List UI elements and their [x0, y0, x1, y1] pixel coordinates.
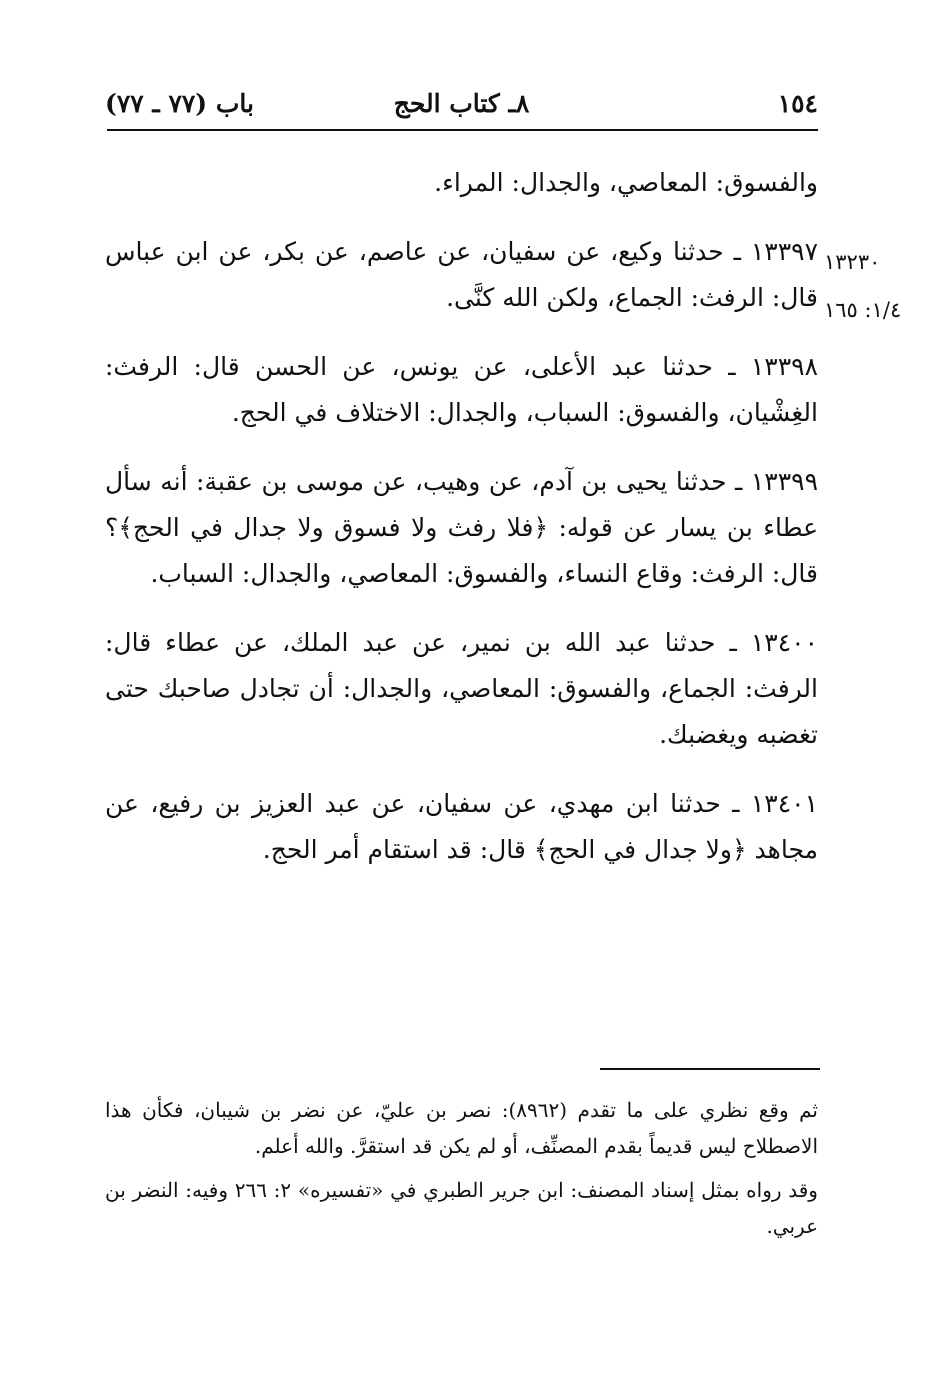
side-ref-volume: ١/٤: ١٦٥ — [824, 298, 902, 322]
footnote-1: ثم وقع نظري على ما تقدم (٨٩٦٢): نصر بن عليّ، عن نضر بن شيبان، فكأن هذا الاصطلاح ليس قديماً بقدم المصنِّف، أو لم يكن قد استقرَّ. والله أعلم. — [105, 1098, 818, 1158]
paragraph-13400: ١٣٤٠٠ ـ حدثنا عبد الله بن نمير، عن عبد الملك، عن عطاء قال: الرفث: الجماع، والفسوق: المعاصي، والجدال: أن تجادل صاحبك حتى تغضبه ويغضبك. — [105, 628, 818, 749]
paragraph-13399: ١٣٣٩٩ ـ حدثنا يحيى بن آدم، عن وهيب، عن موسى بن عقبة: أنه سأل عطاء بن يسار عن قوله: ﴿فلا رفث ولا فسوق ولا جدال في الحج﴾؟ قال: الرفث: وقاع النساء، والفسوق: المعاصي، والجدال: السباب. — [105, 467, 818, 588]
side-ref-number: ١٣٢٣٠ — [824, 250, 881, 274]
footnotes — [105, 1092, 818, 1244]
main-text — [105, 160, 818, 873]
page-number: ١٥٤ — [777, 89, 818, 118]
header-divider — [107, 129, 818, 131]
paragraph-intro: والفسوق: المعاصي، والجدال: المراء. — [434, 168, 818, 197]
footnote-2: وقد رواه بمثل إسناد المصنف: ابن جرير الطبري في «تفسيره» ٢: ٢٦٦ وفيه: النضر بن عربي. — [105, 1178, 818, 1238]
footnote-divider — [600, 1068, 820, 1070]
paragraph-13398: ١٣٣٩٨ ـ حدثنا عبد الأعلى، عن يونس، عن الحسن قال: الرفث: الغِشْيان، والفسوق: السباب، والجدال: الاختلاف في الحج. — [105, 352, 818, 427]
paragraph-13397: ١٣٣٩٧ ـ حدثنا وكيع، عن سفيان، عن عاصم، عن بكر، عن ابن عباس قال: الرفث: الجماع، ولكن الله كنَّى. — [105, 237, 818, 312]
page-header — [105, 82, 818, 126]
chapter-label: باب (٧٧ ـ ٧٧) — [105, 89, 254, 118]
paragraph-13401: ١٣٤٠١ ـ حدثنا ابن مهدي، عن سفيان، عن عبد العزيز بن رفيع، عن مجاهد ﴿ولا جدال في الحج﴾ قال: قد استقام أمر الحج. — [105, 789, 818, 864]
book-title: ٨ـ كتاب الحج — [393, 89, 530, 118]
